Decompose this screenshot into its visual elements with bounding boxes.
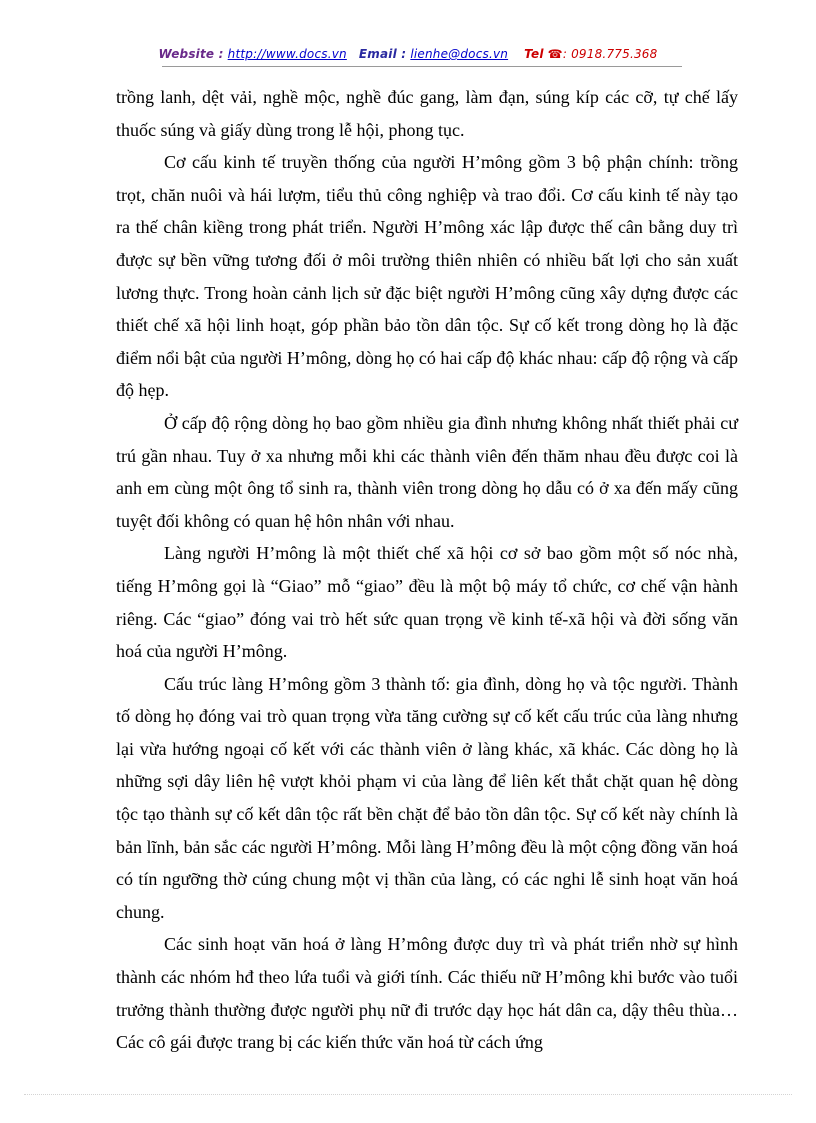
paragraph-4: Làng người H’mông là một thiết chế xã hội cơ sở bao gồm một số nóc nhà, tiếng H’mông gọi là “Giao” mỗ “giao” đều là một bộ máy tổ chức, cơ chế vận hành riêng. Các “giao” đóng vai trò hết sức quan trọng về kinh tế-xã hội và đời sống văn hoá của người H’mông.: [116, 543, 738, 662]
paragraph-3: Ở cấp độ rộng dòng họ bao gồm nhiều gia đình nhưng không nhất thiết phải cư trú gần nhau. Tuy ở xa nhưng mỗi khi các thành viên đến thăm nhau đều được coi là anh em cùng một ông tổ sinh ra, thành viên trong dòng họ dẫu có ở xa đến mấy cũng tuyệt đối không có quan hệ hôn nhân với nhau.: [116, 412, 738, 531]
paragraph-2: Cơ cấu kinh tế truyền thống của người H’mông gồm 3 bộ phận chính: trồng trọt, chăn nuôi và hái lượm, tiểu thủ công nghiệp và trao đổi. Cơ cấu kinh tế này tạo ra thế chân kiềng trong phát triển. Người H’mông xác lập được thế cân bằng duy trì được sự bền vững tương đối ở môi trường thiên nhiên có nhiều bất lợi cho sản xuất lương thực. Trong hoàn cảnh lịch sử đặc biệt người H’mông cũng xây dựng được các thiết chế xã hội linh hoạt, góp phần bảo tồn dân tộc. Sự cố kết trong dòng họ là đặc điểm nổi bật của người H’mông, dòng họ có hai cấp độ khác nhau: cấp độ rộng và cấp độ hẹp.: [116, 152, 738, 401]
page-header: [0, 47, 816, 61]
phone-icon: ☎: [547, 47, 563, 61]
header-divider: [162, 66, 682, 67]
email-label: Email :: [358, 47, 407, 61]
document-body: [116, 81, 738, 1059]
paragraph-6: Các sinh hoạt văn hoá ở làng H’mông được duy trì và phát triển nhờ sự hình thành các nhóm hđ theo lứa tuổi và giới tính. Các thiếu nữ H’mông khi bước vào tuổi trưởng thành thường được người phụ nữ đi trước dạy học hát dân ca, dậy thêu thùa… Các cô gái được trang bị các kiến thức văn hoá từ cách ứng: [116, 934, 738, 1053]
website-link[interactable]: http://www.docs.vn: [227, 47, 347, 61]
tel-label: Tel: [524, 47, 544, 61]
email-link[interactable]: lienhe@docs.vn: [410, 47, 509, 61]
paragraph-5: Cấu trúc làng H’mông gồm 3 thành tố: gia đình, dòng họ và tộc người. Thành tố dòng họ đóng vai trò quan trọng vừa tăng cường sự cố kết cấu trúc của làng nhưng lại vừa hướng ngoại cố kết với các thành viên ở làng khác, xã khác. Các dòng họ là những sợi dây liên hệ vượt khỏi phạm vi của làng để liên kết thắt chặt quan hệ dòng tộc tạo thành sự cố kết dân tộc rất bền chặt để bảo tồn dân tộc. Sự cố kết này chính là bản lĩnh, bản sắc các người H’mông. Mỗi làng H’mông đều là một cộng đồng văn hoá có tín ngưỡng thờ cúng chung một vị thần của làng, có các nghi lễ sinh hoạt văn hoá chung.: [116, 673, 738, 922]
footer-divider: [24, 1094, 792, 1095]
paragraph-1: trồng lanh, dệt vải, nghề mộc, nghề đúc gang, làm đạn, súng kíp các cỡ, tự chế lấy thuốc súng và giấy dùng trong lễ hội, phong tục.: [116, 87, 738, 140]
tel-value: : 0918.775.368: [562, 47, 658, 61]
website-label: Website :: [158, 47, 224, 61]
